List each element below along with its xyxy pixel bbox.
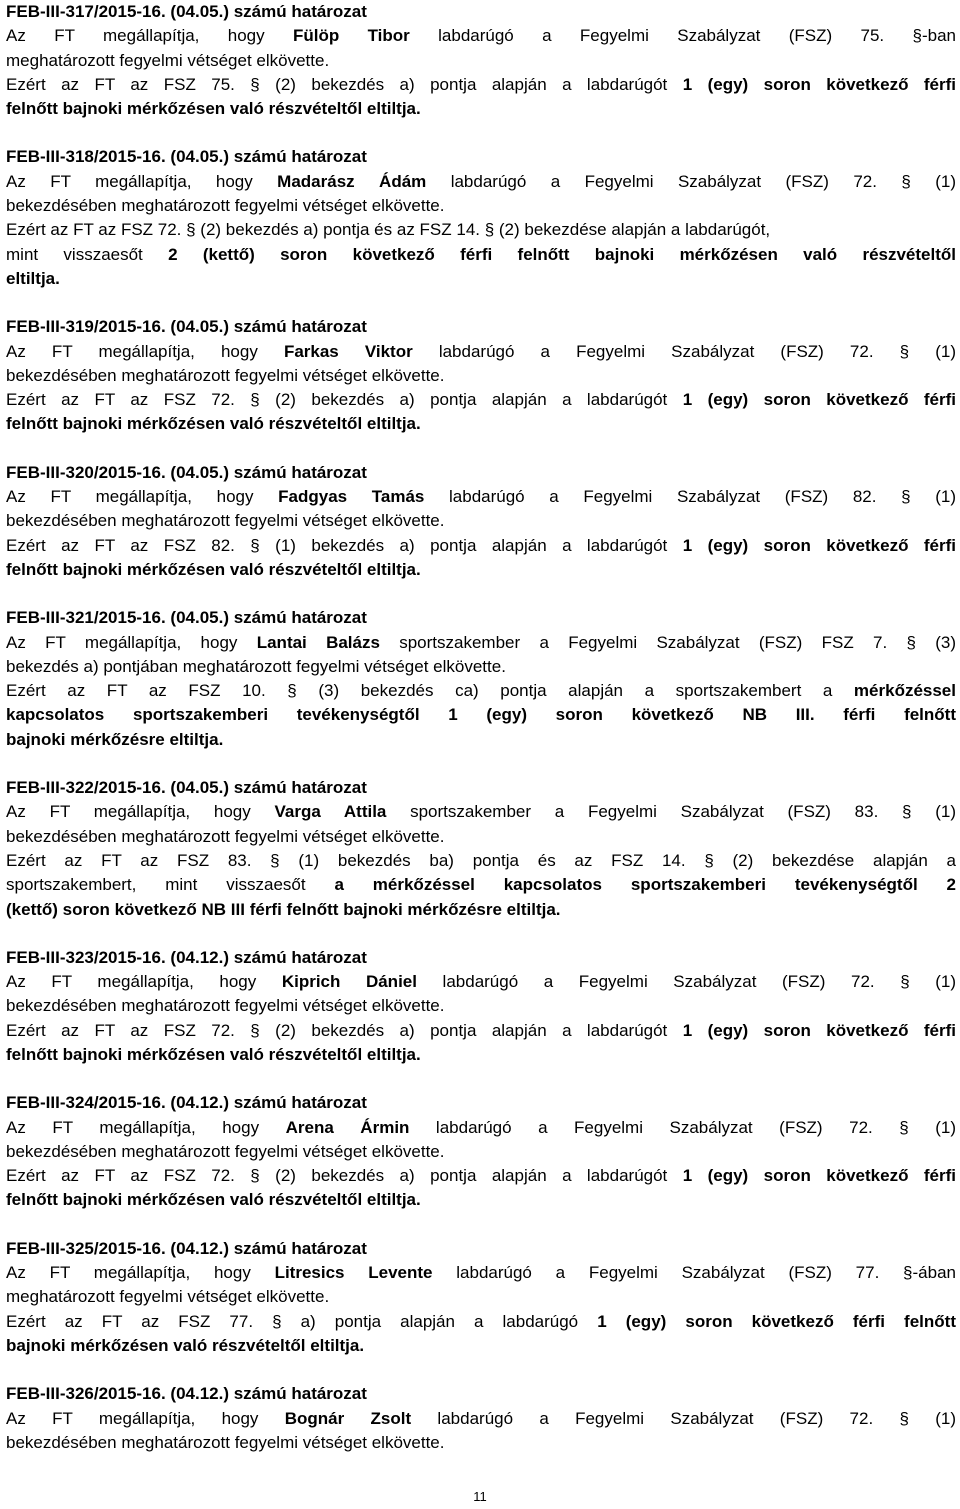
decision-block [6,946,956,1067]
body-text: Ezért az FT az FSZ 72. § (2) bekezdés a) pontja és az FSZ 14. § (2) bekezdése alapján a labdarúgót, [6,220,771,240]
body-text: labdarúgó a Fegyelmi Szabályzat (FSZ) 72. § (1) [411,1408,956,1428]
body-text: mint visszaesőt [6,244,169,264]
decision-heading: FEB-III-318/2015-16. (04.05.) számú határozat [6,147,367,167]
body-text: Ezért az FT az FSZ 83. § (1) bekezdés ba) pontja és az FSZ 14. § (2) bekezdése alapján a [6,850,956,870]
decision-text-line [6,49,956,73]
decision-text-line [6,1164,956,1188]
emphasized-text: 1 (egy) soron következő férfi [682,1166,956,1186]
emphasized-text: Farkas Viktor [283,341,413,361]
emphasized-text: felnőtt bajnoki mérkőzésen való részvételtől eltiltja. [6,1190,421,1210]
emphasized-text: felnőtt bajnoki mérkőzésen való részvételtől eltiltja. [6,99,421,119]
decision-text-line [6,218,956,242]
decision-block [6,145,956,291]
emphasized-text: mérkőzéssel [853,681,956,701]
decision-text-line [6,825,956,849]
document-page [6,0,956,1479]
emphasized-text: Lantai Balázs [256,632,380,652]
decision-heading: FEB-III-319/2015-16. (04.05.) számú határozat [6,317,367,337]
decision-text-line [6,97,956,121]
body-text: labdarúgó a Fegyelmi Szabályzat (FSZ) 82. § (1) [424,487,956,507]
emphasized-text: eltiltja. [6,268,60,288]
emphasized-text: Fadgyas Tamás [278,487,425,507]
decision-text-line [6,849,956,873]
body-text: sportszakember a Fegyelmi Szabályzat (FSZ) 83. § (1) [386,802,956,822]
emphasized-text: Fülöp Tibor [292,26,410,46]
body-text: Ezért az FT az FSZ 72. § (2) bekezdés a) pontja alapján a labdarúgót [6,1020,683,1040]
decision-text-line [6,1285,956,1309]
decision-text-line [6,1116,956,1140]
decision-heading: FEB-III-325/2015-16. (04.12.) számú határozat [6,1238,367,1258]
emphasized-text: kapcsolatos sportszakemberi tevékenységtől 1 (egy) soron következő NB III. férfi felnőtt [6,705,956,725]
emphasized-text: 1 (egy) soron következő férfi [682,1020,956,1040]
emphasized-text: Arena Ármin [285,1117,410,1137]
decision-text-line [6,24,956,48]
body-text: Az FT megállapítja, hogy [6,1117,286,1137]
emphasized-text: Bognár Zsolt [284,1408,412,1428]
decision-block [6,461,956,582]
decision-block [6,0,956,121]
emphasized-text: bajnoki mérkőzésre eltiltja. [6,729,224,749]
page-number: 11 [473,1489,487,1504]
decision-text-line [6,873,956,897]
body-text: bekezdésében meghatározott fegyelmi vétséget elkövette. [6,196,445,216]
body-text: bekezdésében meghatározott fegyelmi vétséget elkövette. [6,996,445,1016]
decision-text-line [6,1261,956,1285]
decision-block [6,1382,956,1455]
emphasized-text: felnőtt bajnoki mérkőzésen való részvételtől eltiltja. [6,1044,421,1064]
emphasized-text: felnőtt bajnoki mérkőzésen való részvételtől eltiltja. [6,559,421,579]
body-text: Ezért az FT az FSZ 75. § (2) bekezdés a) pontja alapján a labdarúgót [6,74,683,94]
decision-text-line [6,1431,956,1455]
body-text: bekezdésében meghatározott fegyelmi vétséget elkövette. [6,1141,445,1161]
decision-heading: FEB-III-323/2015-16. (04.12.) számú határozat [6,947,367,967]
decision-heading: FEB-III-324/2015-16. (04.12.) számú határozat [6,1093,367,1113]
body-text: Az FT megállapítja, hogy [6,171,278,191]
body-text: Ezért az FT az FSZ 72. § (2) bekezdés a) pontja alapján a labdarúgót [6,390,683,410]
body-text: Az FT megállapítja, hogy [6,1408,285,1428]
decision-heading: FEB-III-321/2015-16. (04.05.) számú határozat [6,608,367,628]
decision-text-line [6,388,956,412]
decision-heading: FEB-III-320/2015-16. (04.05.) számú határozat [6,462,367,482]
body-text: labdarúgó a Fegyelmi Szabályzat (FSZ) 72. § (1) [409,1117,956,1137]
decision-text-line [6,631,956,655]
body-text: bekezdésében meghatározott fegyelmi vétséget elkövette. [6,1432,445,1452]
body-text: Az FT megállapítja, hogy [6,487,279,507]
emphasized-text: Litresics Levente [274,1263,433,1283]
decision-text-line [6,1334,956,1358]
body-text: labdarúgó a Fegyelmi Szabályzat (FSZ) 72. § (1) [416,972,956,992]
body-text: Az FT megállapítja, hogy [6,26,293,46]
decision-text-line [6,679,956,703]
emphasized-text: felnőtt bajnoki mérkőzésen való részvételtől eltiltja. [6,414,421,434]
body-text: labdarúgó a Fegyelmi Szabályzat (FSZ) 72. § (1) [412,341,956,361]
decision-text-line [6,1043,956,1067]
decision-text-line [6,728,956,752]
decision-heading: FEB-III-317/2015-16. (04.05.) számú határozat [6,2,367,21]
emphasized-text: 1 (egy) soron következő férfi felnőtt [597,1311,956,1331]
body-text: Ezért az FT az FSZ 72. § (2) bekezdés a) pontja alapján a labdarúgót [6,1166,683,1186]
emphasized-text: Madarász Ádám [277,171,427,191]
decision-text-line [6,267,956,291]
decision-text-line [6,703,956,727]
decision-text-line [6,340,956,364]
decision-text-line [6,994,956,1018]
body-text: meghatározott fegyelmi vétséget elkövette. [6,50,330,70]
decision-text-line [6,73,956,97]
decision-text-line [6,898,956,922]
decision-text-line [6,485,956,509]
emphasized-text: (kettő) soron következő NB III férfi felnőtt bajnoki mérkőzésre eltiltja. [6,899,561,919]
body-text: Az FT megállapítja, hogy [6,1263,275,1283]
decision-list [6,0,956,1455]
emphasized-text: 1 (egy) soron következő férfi [682,74,956,94]
body-text: Az FT megállapítja, hogy [6,341,284,361]
decision-heading: FEB-III-326/2015-16. (04.12.) számú határozat [6,1384,367,1404]
decision-text-line [6,243,956,267]
body-text: Ezért az FT az FSZ 77. § a) pontja alapján a labdarúgó [6,1311,598,1331]
decision-block [6,606,956,752]
body-text: sportszakembert, mint visszaesőt [6,875,335,895]
emphasized-text: 2 (kettő) soron következő férfi felnőtt bajnoki mérkőzésen való részvételtől [168,244,956,264]
body-text: bekezdésében meghatározott fegyelmi vétséget elkövette. [6,365,445,385]
decision-text-line [6,1019,956,1043]
emphasized-text: 1 (egy) soron következő férfi [682,535,956,555]
decision-text-line [6,509,956,533]
decision-text-line [6,1310,956,1334]
body-text: labdarúgó a Fegyelmi Szabályzat (FSZ) 77. §-ában [432,1263,956,1283]
body-text: Az FT megállapítja, hogy [6,632,257,652]
decision-text-line [6,1407,956,1431]
decision-block [6,315,956,436]
decision-text-line [6,194,956,218]
decision-text-line [6,412,956,436]
decision-block [6,1091,956,1212]
decision-block [6,1237,956,1358]
emphasized-text: 1 (egy) soron következő férfi [682,390,956,410]
body-text: Az FT megállapítja, hogy [6,972,282,992]
decision-text-line [6,970,956,994]
body-text: Ezért az FT az FSZ 10. § (3) bekezdés ca) pontja alapján a sportszakembert a [6,681,854,701]
decision-text-line [6,534,956,558]
body-text: labdarúgó a Fegyelmi Szabályzat (FSZ) 72. § (1) [426,171,956,191]
emphasized-text: bajnoki mérkőzésen való részvételtől eltiltja. [6,1335,365,1355]
body-text: labdarúgó a Fegyelmi Szabályzat (FSZ) 75. §-ban [409,26,956,46]
body-text: bekezdés a) pontjában meghatározott fegyelmi vétséget elkövette. [6,656,506,676]
decision-heading: FEB-III-322/2015-16. (04.05.) számú határozat [6,778,367,798]
decision-text-line [6,1140,956,1164]
body-text: Az FT megállapítja, hogy [6,802,275,822]
decision-text-line [6,1188,956,1212]
body-text: Ezért az FT az FSZ 82. § (1) bekezdés a) pontja alapján a labdarúgót [6,535,683,555]
body-text: bekezdésében meghatározott fegyelmi vétséget elkövette. [6,826,445,846]
decision-block [6,776,956,922]
decision-text-line [6,655,956,679]
decision-text-line [6,170,956,194]
body-text: bekezdésében meghatározott fegyelmi vétséget elkövette. [6,511,445,531]
decision-text-line [6,800,956,824]
decision-text-line [6,558,956,582]
decision-text-line [6,364,956,388]
body-text: meghatározott fegyelmi vétséget elkövette. [6,1287,330,1307]
emphasized-text: Kiprich Dániel [281,972,417,992]
emphasized-text: Varga Attila [274,802,387,822]
emphasized-text: a mérkőzéssel kapcsolatos sportszakemberi tevékenységtől 2 [334,875,956,895]
body-text: sportszakember a Fegyelmi Szabályzat (FSZ) FSZ 7. § (3) [379,632,956,652]
